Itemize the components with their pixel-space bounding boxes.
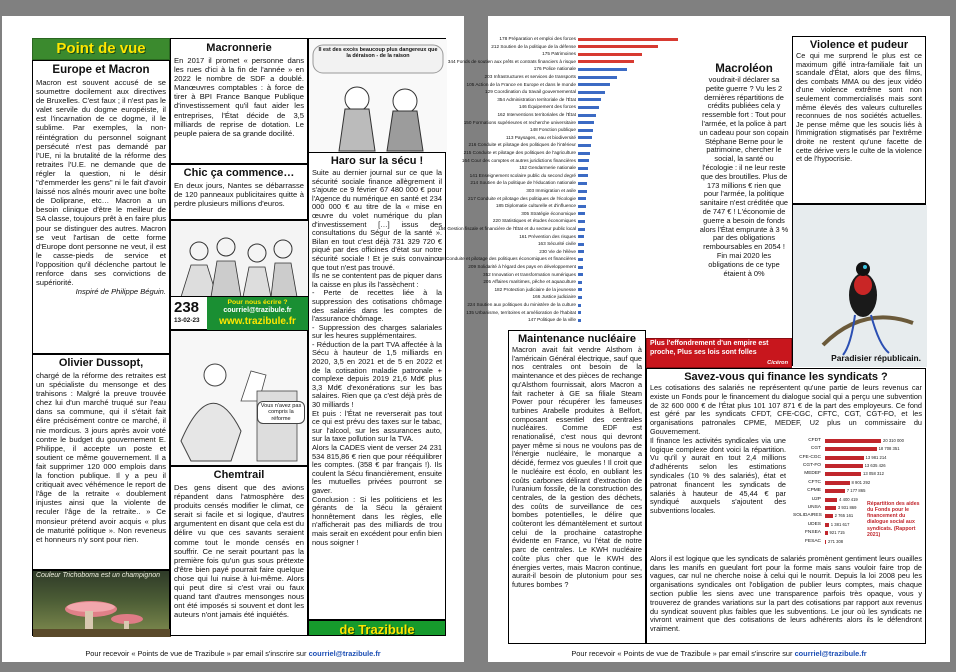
chic-body: En deux jours, Nantes se débarrasse de 120 panneaux publicitaires quitte à perdre plusieurs millions d'euros. — [174, 181, 304, 209]
budget-chart-label: 164 Cour des comptes et autres juridictions financières — [461, 157, 576, 163]
budget-chart-row — [505, 134, 696, 141]
budget-chart-label: 305 Stratégie économique — [521, 210, 576, 216]
issue-number: 238 — [174, 299, 200, 316]
budget-chart-bar — [578, 114, 596, 117]
budget-chart-row — [485, 89, 696, 95]
budget-chart-row — [469, 172, 696, 179]
budget-chart-row — [467, 195, 696, 202]
point-de-vue-banner — [32, 38, 170, 60]
budget-chart-label: 176 Police nationale — [533, 66, 576, 72]
budget-chart-label: 129 Coordination du travail gouvernemental — [485, 89, 576, 95]
union-chart-row — [793, 454, 923, 462]
budget-chart-row — [499, 36, 696, 42]
chic-article — [170, 164, 308, 220]
union-chart-label: UDES — [807, 521, 821, 527]
budget-chart-row — [482, 271, 696, 278]
union-chart-value: 20 310 000 — [883, 437, 904, 443]
budget-chart-bar — [578, 152, 590, 155]
budget-chart-label: 344 Fonds de soutien aux prêts et contrats financiers à risque — [447, 58, 576, 64]
budget-chart-bar — [578, 98, 601, 101]
budget-chart-row — [508, 241, 696, 247]
budget-chart-label: 230 Vie de l'élève — [539, 248, 576, 254]
budget-chart-row — [508, 317, 696, 323]
budget-chart-row — [468, 142, 696, 148]
left-footer — [2, 649, 464, 658]
budget-chart-bar — [578, 167, 588, 170]
europe-article — [32, 60, 170, 354]
bird-caption: Paradisier républicain. — [831, 353, 921, 363]
union-chart-bar — [825, 506, 836, 510]
budget-chart-label: 354 Administration territoriale de l'État — [497, 96, 576, 102]
budget-chart-row — [508, 66, 696, 72]
secu-paragraph: - Suppression des charges salariales sur les heures supplémentaires. — [312, 322, 442, 341]
budget-chart-row — [497, 96, 696, 103]
right-footer-email[interactable]: courriel@trazibule.fr — [794, 649, 867, 658]
budget-chart-bar — [578, 296, 582, 299]
budget-chart-label: 224 Soutien aux politiques du ministère de la culture — [467, 302, 576, 307]
budget-chart-label: 113 Paysages, eau et biodiversité — [505, 134, 576, 140]
union-chart-value: 921 715 — [829, 530, 845, 536]
budget-chart-bar — [578, 243, 584, 246]
union-chart-row — [793, 470, 923, 478]
union-chart-label: CPME — [807, 488, 821, 494]
union-chart-label: CFTC — [808, 479, 821, 485]
budget-chart-row — [466, 81, 696, 88]
union-chart-bar — [825, 514, 833, 518]
secu-title: Haro sur la sécu ! — [330, 155, 424, 167]
bird-photo — [792, 204, 926, 366]
macroleon-article — [696, 36, 792, 336]
budget-chart-row — [461, 157, 696, 164]
budget-chart-label: 162 Interventions territoriales de l'État — [497, 112, 576, 117]
budget-chart-bar — [578, 228, 585, 231]
budget-chart-bar — [578, 197, 586, 200]
union-chart-label: SOLIDAIRES — [793, 513, 822, 519]
budget-chart-row — [463, 150, 696, 156]
budget-chart-bar — [578, 38, 678, 41]
budget-chart-row — [494, 286, 696, 293]
budget-chart-row — [508, 188, 696, 194]
budget-chart-row — [508, 127, 696, 133]
budget-chart-bar — [578, 45, 658, 48]
chic-title: Chic ça commence… — [183, 167, 295, 179]
union-chart-value: 7 177 865 — [846, 488, 866, 494]
budget-chart-bar — [578, 205, 586, 208]
secu-paragraph: Alors la CADES vient de verser 24 231 534 815,86 € rien que pour rééquilibrer les comptes. (358 € par français !). Ils coulent la Sécu financièrement, ensuite les mutuelles privées pourront se gaver. — [312, 443, 442, 495]
union-chart-title: Répartition des aides du Fonds pour le financement du dialogue social aux syndicats. (Rapport 2021) — [867, 500, 920, 538]
budget-chart-row — [491, 43, 696, 50]
violence-body: Ce qui me surprend le plus est ce maximum giflé intra-familiale fait un scandale d'État, alors que des films, des combats MMA ou des jeux vidéo d'une violence extrême sont non seulement commercialisés mais sont même élevés des valeurs culturelles reconnues de nos sociétés actuelles. Je pense même que les soucis liés à l'immigration stigmatisés par l'extrême droite ne restent qu'une facette de cette dérive vers le culte de la violence et de l'hypocrisie. — [796, 51, 922, 164]
budget-chart-box — [436, 34, 696, 330]
retirement-cartoon-bubble: Vous n'avez pas compris la réforme — [257, 401, 305, 424]
budget-chart-row — [468, 264, 696, 270]
budget-chart-bar — [578, 60, 634, 63]
union-chart-label: CFE-CGC — [799, 454, 821, 460]
union-chart-bar — [825, 498, 837, 502]
write-box — [207, 297, 308, 330]
budget-chart-label: 220 Statistiques et études économiques — [492, 218, 576, 224]
union-chart-label: FESAC — [805, 538, 821, 544]
budget-chart-bar — [578, 121, 594, 124]
syndicats-body-2: Il finance les activités syndicales via une logique complexe dont voici la répartition. Vu qu'il y aurait en tout 2,4 millions d'adhérents selon les estimations syndicales (10 % des salariés), état et patronat financent les syndicats de salariés à hauteur de 45,44 € par syndiqué auxquels s'ajoutent des subventions locales. — [650, 435, 786, 516]
budget-chart-label: 216 Conduite et pilotage des politiques de l'intérieur — [468, 142, 576, 148]
union-chart-value: 13 981 214 — [865, 454, 887, 460]
budget-chart-row — [438, 226, 696, 232]
syndicats-body-1: Les cotisations des salariés ne représentent qu'une partie de leurs revenus car existe un Fonds pour le financement du dialogue social qui a perçu une subvention de 32 600 000 € de l'État plus 101 107 871 € de la part des employeurs. Ce fond est géré par les syndicats CFDT, CFE-CGC, CFTC, CGT, CGT-FO, et les organisations patronales CPME, MEDEF, U2 plus un commissaire du Gouvernement. — [650, 383, 922, 436]
bird-image — [793, 205, 927, 367]
cicero-author: Cicéron — [767, 360, 788, 366]
budget-chart-bar — [578, 281, 582, 284]
budget-chart-row — [466, 309, 696, 316]
budget-chart-bar — [578, 250, 584, 253]
europe-paragraph: Macron est souvent accusé de se soumettre docilement aux directives de Bruxelles. C'est faux ; il n'est pas le valet servile du dogme européiste, il est l'incarnation de ce dogme, il le sublime. Par exemples, la non-réintégration du personnel soignant persécuté n'est pas demandé par l'UE, ni la brutalité de la réforme des retraites l'U.E. ne demande que de régler la question, ni le désir "d'emmerder les gens" ni le fait d'avoir laissé nos aînés mourir avec une boîte de Doliprane, etc… Macron a un besoin clinique d'être le meilleur de SA classe, toujours prêt à en faire plus pour se distinguer des autres. Macron se veut l'artisan de cette forme d'Europe dont personne ne veut, il est le casse-pieds de service et l'opposition qu'il déclenche partout le renforce dans ses convictions de supériorité. — [36, 78, 167, 288]
budget-chart-bar — [578, 235, 584, 238]
budget-chart-bar — [578, 83, 610, 86]
chemtrail-article — [170, 466, 308, 636]
retirement-cartoon-drawing — [171, 331, 309, 467]
budget-chart-bar — [578, 212, 585, 215]
budget-chart — [436, 36, 696, 326]
budget-chart-bar — [578, 311, 581, 314]
budget-chart-bar — [578, 159, 589, 162]
union-chart-row — [793, 479, 923, 487]
budget-chart-label: 214 Soutien de la politique de l'éducation nationale — [470, 180, 576, 186]
budget-chart-row — [470, 180, 696, 186]
dussopt-article — [32, 354, 170, 570]
budget-chart-bar — [578, 190, 587, 193]
secu-paragraph: Suite au dernier journal sur ce que la sécurité sociale finance allègrement il s'ajoute ce 9 février 67 480 000 € pour l'Agence du numérique en santé et 234 000 000 € au titre de la « mise en œuvre du volet numérique du plan d'investissement […] issus des consultations du Ségur de la santé ». Bilan en tout c'est déjà 731 329 720 € piqué par des officines d'état sur notre sécurité sociale ! Et je suis convaincu que tout n'est pas trouvé. — [312, 168, 442, 272]
budget-chart-label: 161 Prévention des risques — [519, 233, 576, 239]
chemtrail-title: Chemtrail — [213, 469, 265, 481]
budget-chart-label: 205 Affaires maritimes, pêche et aquaculture — [483, 279, 576, 285]
cicero-quote — [646, 338, 792, 368]
macronnerie-body: En 2017 il promet « personne dans les rues d'ici à la fin de l'année » en 2022 le nombre de SDF a doublé. Manœuvres comptables : à force de tirer à BPI France Banque Publique d'investissement qu'il faut aider les entreprises, l'État décide de 3,5 milliards de reprise de dotation. Le peuple paiera de sa grande docilité. — [174, 56, 304, 138]
union-chart-value: 1 381 617 — [830, 521, 850, 527]
union-chart-bar — [825, 531, 828, 535]
budget-chart-label: 303 Immigration et asile — [526, 188, 576, 193]
union-chart-bar — [825, 447, 877, 451]
budget-chart-row — [508, 165, 696, 171]
europe-body — [33, 78, 169, 296]
macroleon-title: Macroléon — [715, 63, 773, 75]
budget-chart-row — [436, 256, 696, 262]
budget-chart-label: 352 Innovation et transformation numériques — [482, 271, 576, 277]
right-footer-text: Pour recevoir « Points de vue de Trazibule » par email s'inscrire sur — [571, 649, 793, 658]
budget-chart-row — [508, 51, 696, 57]
budget-chart-label: 215 Conduite et pilotage des politiques de l'agriculture — [463, 150, 576, 155]
budget-chart-label: 175 Patrimoines — [542, 51, 576, 57]
union-chart-label: U2P — [811, 496, 821, 502]
budget-chart-row — [508, 234, 696, 240]
dussopt-title: Olivier Dussopt, — [58, 357, 144, 369]
budget-chart-bar — [578, 76, 617, 79]
union-chart-label: UNSA — [807, 504, 821, 510]
budget-chart-bar — [578, 182, 587, 185]
union-chart-value: 4 400 419 — [839, 496, 858, 502]
mushroom-image — [33, 571, 171, 637]
syndicats-body-3: Alors il est logique que les syndicats de salariés promènent gentiment leurs ouailles dans les manifs en gueulant fort pour la forme mais sans vouloir faire trop de vagues, car nul ne cherche noise à celui qui le nourrit. Depuis la loi 2008 peu les organisations syndicales ont l'obligation de publier leurs comptes, mais chaque section publie les siens avec une transparence parfois très opaque, vous y trouverez de grandes variations sur la part des cotisations par rapport aux revenus du syndicat souvent plus faibles que les subventions. Le jour où les syndicats ne vivront vraiment que des cotisations de leurs adhérents alors ils le défendront vraiment. — [650, 553, 922, 634]
nucleaire-title: Maintenance nucléaire — [518, 333, 636, 345]
trazibule-banner-text: de Trazibule — [339, 622, 415, 637]
union-chart-label: MEDEF — [804, 471, 821, 477]
budget-chart-label: 218 Conduite et pilotage des politiques économiques et financières — [436, 256, 576, 262]
europe-title: Europe et Macron — [52, 64, 150, 76]
budget-chart-bar — [578, 136, 592, 139]
union-chart-bar — [825, 489, 845, 493]
left-footer-text: Pour recevoir « Points de vue de Trazibule » par email s'inscrire sur — [85, 649, 307, 658]
budget-chart-label: 182 Protection judiciaire de la jeunesse — [494, 286, 576, 292]
trazibule-banner — [308, 620, 446, 636]
europe-signature: Inspiré de Philippe Béguin. — [75, 287, 166, 297]
budget-chart-label: 203 Infrastructures et services de transports — [484, 74, 576, 79]
union-chart-bar — [825, 481, 850, 485]
left-footer-email[interactable]: courriel@trazibule.fr — [308, 649, 381, 658]
budget-chart-label: 147 Politique de la ville — [528, 317, 576, 323]
budget-chart-label: 156 Gestion fiscale et financière de l'État et du secteur public local — [438, 226, 576, 231]
macronnerie-article — [170, 38, 308, 164]
budget-chart-label: 209 Solidarité à l'égard des pays en développement — [468, 264, 576, 269]
macroleon-body: voudrait-il déclarer sa petite guerre ? Vu les 2 dernières répartitions de crédits publiées cela y ressemble fort : Tout pour l'armée, et la police à part un cadeau pour son copain Stéphane Berne pour le patrimoine, chercher le social, la santé ou l'écologie : il ne leur reste que des broutilles. Plus de 173 millions € rien que pour l'armée, la politique sanitaire n'est créditée que de 747 € ! L'économie de guerre a besoin de fonds alors l'État emprunte à 3 % par des obligations remboursables en 2054 ! Fin mai 2020 les obligations de ce type étaient à 0% — [699, 75, 789, 278]
budget-chart-row — [495, 203, 696, 209]
dussopt-body: chargé de la réforme des retraites est un spécialiste du mensonge et des trahisons : Malgré la preuve trouvée chez lui d'un marché truqué sur l'eau dans sa commune, qui il s'était fait élire précisément contre ce marché, il nie mordicus. 3 jours après avoir voté contre le budget du gouvernement E. Philippe, il accepte un poste et soutient ce même gouvernement. Il a fait supprimer 120 000 emplois dans la fonction publique. Il y a peu il critiquait avec véhémence le report de l'âge de la retraite « doublement injustes ainsi que la violente de reculer l'âge de la retraite.. » Ce monsieur prétend avoir acquis « plus de maturité politique ». Non reveneus et honneurs n'y sont pour rien. — [36, 371, 166, 544]
budget-chart-row — [492, 218, 696, 224]
retirement-cartoon — [170, 330, 308, 466]
secu-article — [308, 152, 446, 620]
union-chart-value: 271 308 — [828, 538, 844, 544]
budget-chart-row — [484, 74, 696, 80]
budget-chart-label: 105 Action de la France en Europe et dans le monde — [466, 81, 576, 87]
union-chart-value: 18 708 351 — [878, 446, 900, 452]
violence-article — [792, 36, 926, 204]
budget-chart-bar — [578, 288, 582, 291]
budget-chart-row — [483, 279, 696, 285]
macronnerie-title: Macronnerie — [206, 42, 272, 54]
union-chart-label: CFDT — [808, 437, 821, 443]
nucleaire-article — [508, 330, 646, 644]
issue-date: 13-02-23 — [174, 317, 200, 324]
budget-chart-bar — [578, 273, 583, 276]
budget-chart-row — [497, 112, 696, 118]
budget-chart-row — [463, 119, 696, 126]
secu-paragraph: Ils ne se contentent pas de piquer dans la caisse en plus ils l'assèchent : — [312, 271, 442, 289]
top-cartoon-bubble: Il est des excès beaucoup plus dangereux que la déraison - de la raison — [318, 47, 438, 60]
union-chart-row — [793, 487, 923, 495]
budget-chart-row — [467, 302, 696, 308]
union-chart-row — [793, 445, 923, 453]
budget-chart-label: 148 Fonction publique — [529, 127, 576, 133]
union-chart-label: CGT — [810, 446, 821, 452]
right-page — [436, 16, 950, 662]
secu-paragraph: - Perte de recettes liée à la suppression des cotisations chômage des salariés dans les comptes de l'assurance chômage. — [312, 288, 442, 324]
budget-chart-label: 163 Sécurité civile — [537, 241, 576, 247]
budget-chart-label: 212 Soutien de la politique de la défense — [491, 43, 576, 49]
union-chart-value: 8 901 292 — [851, 479, 871, 485]
budget-chart-row — [508, 249, 696, 255]
issue-info-box — [170, 296, 308, 330]
union-chart-row — [793, 437, 923, 445]
union-chart-label: CGT-FO — [802, 462, 821, 468]
budget-chart-row — [447, 58, 696, 65]
union-chart-row — [793, 462, 923, 470]
budget-chart-bar — [578, 106, 599, 109]
budget-chart-bar — [578, 319, 581, 322]
mushroom-photo — [32, 570, 170, 636]
nucleaire-body: Macron avait fait vendre Alsthom à l'américain Général électrique, sauf que nos centrales ont besoin de la maintenance et des pièces de rechange qu'Alsthom fournissait, alors Macron a fait racheter à GE sa filiale Steam Power pour récupérer les fameuses turbines Arabelle produites à Belfort, composant essentiel des centrales nucléaires. Comme EDF est renationalisé, c'est nous qui devront payer même si nous ne voulons pas de l'énergie nucléaire, le monarque a décidé, fermez vos gueules ! Il croit que le nucléaire est écolo, en oubliant les coûts carbones délirant d'extraction de l'uranium fossile, de la construction des centrales, de la gestion des déchets, des coûts de surveillance de ces bombes potentielles, le délire que coûteront les démantèlement et surtout celui de la prochaine catastrophe évidente en France, vu l'état de notre parc de centrales. Le KWH nucléaire coûte plus cher que le KWH des énergies vertes, mais Macron continue, aurait-il besoin de plutonium pour ses futures bombes ? — [512, 345, 642, 589]
budget-chart-bar — [578, 266, 583, 269]
secu-body — [309, 169, 445, 547]
union-chart-bar — [825, 523, 829, 527]
website-link[interactable]: www.trazibule.fr — [219, 316, 296, 327]
budget-chart-bar — [578, 304, 581, 307]
budget-chart-row — [508, 104, 696, 110]
budget-chart-label: 166 Justice judiciaire — [532, 294, 576, 300]
budget-chart-bar — [578, 174, 588, 177]
budget-chart-label: 141 Enseignement scolaire public du second degré — [469, 172, 576, 178]
syndicats-title: Savez-vous qui finance les syndicats ? — [684, 371, 888, 383]
secu-paragraph: Conclusion : Si les politiciens et les gérants de la Sécu la géraient honnêtement dans les règles, elle n'afficherait pas des milliards de trou mais serait en excédent pour enfin bien nous soigner ! — [312, 494, 442, 547]
union-chart-bar — [825, 472, 861, 476]
syndicats-article — [646, 368, 926, 644]
violence-title: Violence et pudeur — [809, 39, 909, 51]
budget-chart-label: 185 Diplomatie culturelle et d'influence — [495, 203, 576, 209]
budget-chart-row — [508, 211, 696, 217]
budget-chart-label: 152 Gendarmerie nationale — [519, 165, 576, 171]
union-chart-value: 13 635 426 — [864, 462, 886, 468]
budget-chart-label: 146 Équipement des forces — [518, 104, 576, 110]
union-chart-bar — [825, 439, 881, 443]
budget-chart-label: 135 Urbanisme, territoires et amélioration de l'habitat — [466, 309, 576, 315]
cicero-quote-text: Plus l'effondrement d'un empire est proche, Plus ses lois sont folles — [650, 340, 769, 356]
budget-chart-bar — [578, 220, 585, 223]
write-label: Pour nous écrire ? — [227, 299, 288, 306]
budget-chart-label: 217 Conduite et pilotage des politiques de l'écologie — [467, 195, 576, 201]
union-chart-value: 3 931 869 — [837, 504, 857, 510]
budget-chart-bar — [578, 258, 583, 261]
left-page — [2, 16, 464, 662]
cartoon-panel — [170, 220, 308, 296]
secu-paragraph: - Réduction de la part TVA affectée à la Sécu à hauteur de 1,5 milliards en 2020, 3,5 en 2021 et de 5 en 2022 et de la cotisation maladie patronale + complexe depuis 2019 21,6 Md€ plus 3,3 Md€ d'exonérations sur les bas salaires. Rien que ça c'est déjà près de 30 milliards ! — [312, 339, 442, 410]
union-chart-label: FNSEA — [805, 530, 821, 536]
union-chart-bar — [825, 464, 863, 468]
union-chart-bar — [825, 540, 826, 544]
budget-chart-bar — [578, 53, 642, 56]
chemtrail-body: Des gens disent que des avions répandent dans l'atmosphère des produits censés modifier le climat, ce serait si facile et si logique, d'autres argumentent en disant que cela est du délire vu que ces savants seraient comme tout le monde censés en souffrir. Ce ne serait pourtant pas la première fois qu'un gus sous prétexte d'être bien payé pourrait faire quelque chose qui lui nuise à lui-même. Alors qui peut dire si c'est vrai ou faux quand tant d'autres mensonges nous ont été imposés si souvent et dont les auteurs n'ont jamais été inquiétés. — [174, 483, 304, 620]
budget-chart-label: 178 Préparation et emploi des forces — [499, 36, 576, 41]
top-cartoon — [308, 38, 446, 152]
budget-chart-row — [508, 294, 696, 300]
budget-chart-bar — [578, 144, 591, 147]
cartoon-drawing — [171, 221, 309, 297]
union-chart-bar — [825, 456, 864, 460]
union-chart-row — [793, 538, 923, 546]
budget-chart-bar — [578, 91, 605, 94]
write-email[interactable]: courriel@trazibule.fr — [223, 307, 292, 314]
union-chart-value: 13 058 312 — [863, 471, 884, 477]
secu-paragraph: Et puis : l'État ne reverserait pas tout ce qui est prévu des taxes sur le tabac, sur l'alcool, sur les assurances auto, sur la taxe pollution sur la TVA. — [312, 408, 442, 444]
mushroom-caption: Couleur Trichoboma est un champignon — [36, 572, 160, 579]
budget-chart-bar — [578, 68, 627, 71]
budget-chart-bar — [578, 129, 593, 132]
budget-chart-label: 150 Formations supérieures et recherche universitaire — [463, 119, 576, 125]
point-de-vue-title: Point de vue — [56, 40, 146, 57]
union-chart-value: 2 765 161 — [834, 513, 854, 519]
right-footer — [488, 649, 950, 658]
